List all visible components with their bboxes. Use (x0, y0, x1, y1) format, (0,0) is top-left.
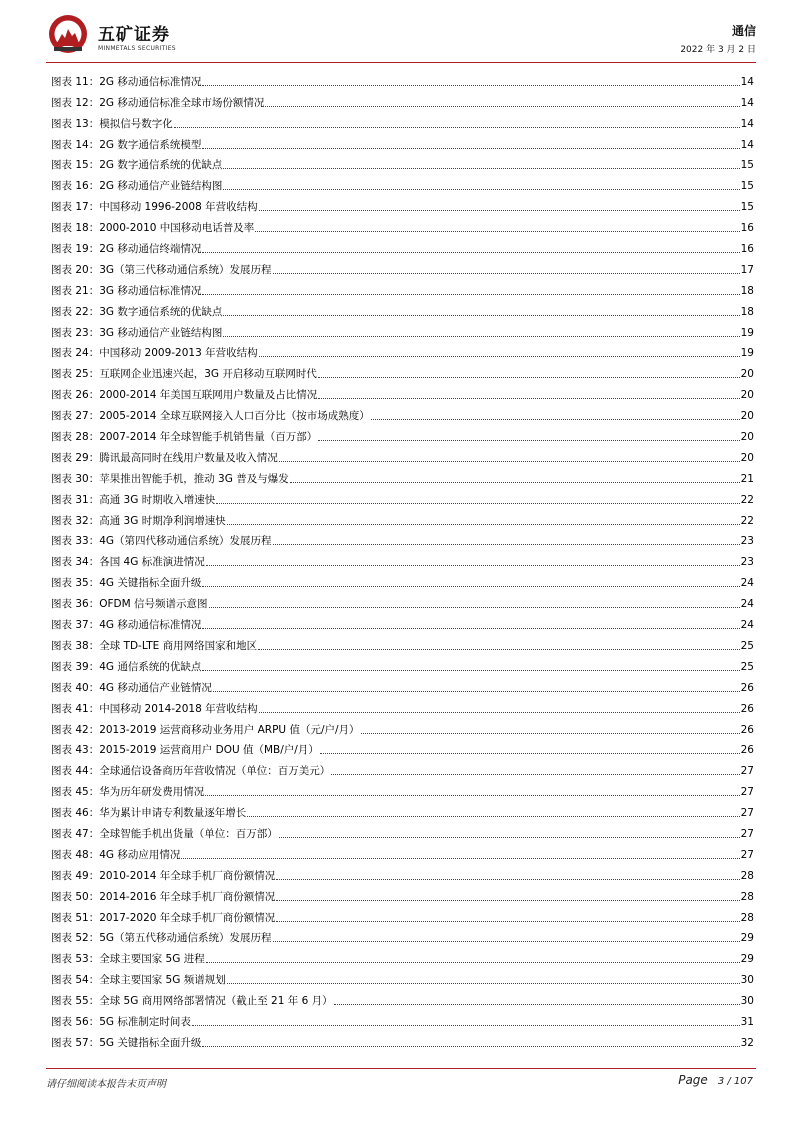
toc-entry[interactable] (51, 319, 754, 340)
toc-entry-page: 25 (740, 639, 754, 652)
toc-dot-leader (206, 961, 740, 963)
toc-entry[interactable] (51, 632, 754, 653)
toc-entry-title: 图表 37：4G 移动通信标准情况 (51, 619, 202, 632)
toc-entry[interactable] (51, 235, 754, 256)
toc-dot-leader (331, 773, 739, 775)
toc-entry[interactable] (51, 841, 754, 862)
toc-entry[interactable] (51, 381, 754, 402)
toc-entry-page: 19 (740, 347, 754, 360)
toc-entry-title: 图表 11：2G 移动通信标准情况 (51, 75, 202, 88)
toc-entry-page: 27 (740, 786, 754, 799)
toc-entry-title: 图表 36：OFDM 信号频谱示意图 (51, 598, 208, 611)
toc-dot-leader (247, 815, 739, 817)
toc-entry-title: 图表 30：苹果推出智能手机，推动 3G 普及与爆发 (51, 472, 289, 485)
toc-entry[interactable] (51, 904, 754, 925)
toc-entry[interactable] (51, 465, 754, 486)
toc-entry-page: 27 (740, 765, 754, 778)
toc-entry-page: 31 (740, 1015, 754, 1028)
toc-entry-page: 30 (740, 974, 754, 987)
toc-dot-leader (202, 84, 739, 86)
toc-dot-leader (320, 752, 740, 754)
toc-entry-page: 26 (740, 744, 754, 757)
toc-entry-title: 图表 24：中国移动 2009-2013 年营收结构 (51, 347, 258, 360)
toc-entry[interactable] (51, 340, 754, 361)
toc-entry-title: 图表 27：2005-2014 全球互联网接入人口百分比（按市场成熟度） (51, 410, 370, 423)
toc-entry-page: 27 (740, 848, 754, 861)
toc-entry[interactable] (51, 820, 754, 841)
header-divider (46, 62, 756, 63)
toc-dot-leader (223, 335, 739, 337)
toc-dot-leader (334, 1003, 740, 1005)
toc-entry-page: 30 (740, 995, 754, 1008)
toc-entry[interactable] (51, 737, 754, 758)
toc-entry-title: 图表 43：2015-2019 运营商用户 DOU 值（MB/户/月） (51, 744, 319, 757)
toc-dot-leader (318, 376, 740, 378)
toc-entry-title: 图表 20：3G（第三代移动通信系统）发展历程 (51, 263, 272, 276)
toc-dot-leader (202, 1045, 739, 1047)
toc-dot-leader (202, 293, 739, 295)
page-indicator (678, 1073, 753, 1087)
toc-dot-leader (258, 648, 740, 650)
toc-entry-page: 22 (740, 514, 754, 527)
toc-dot-leader (361, 732, 740, 734)
toc-entry-page: 14 (740, 96, 754, 109)
toc-entry[interactable] (51, 569, 754, 590)
toc-dot-leader (223, 188, 739, 190)
toc-entry-title: 图表 45：华为历年研发费用情况 (51, 786, 205, 799)
toc-entry-page: 19 (740, 326, 754, 339)
toc-entry-title: 图表 22：3G 数字通信系统的优缺点 (51, 305, 223, 318)
toc-entry-title: 图表 34：各国 4G 标准演进情况 (51, 556, 205, 569)
toc-dot-leader (202, 669, 739, 671)
toc-dot-leader (174, 126, 740, 128)
toc-entry-title: 图表 35：4G 关键指标全面升级 (51, 577, 202, 590)
toc-dot-leader (192, 1024, 740, 1026)
toc-entry-page: 26 (740, 681, 754, 694)
toc-entry-title: 图表 23：3G 移动通信产业链结构图 (51, 326, 223, 339)
toc-dot-leader (273, 543, 740, 545)
toc-entry-title: 图表 50：2014-2016 年全球手机厂商份额情况 (51, 890, 276, 903)
toc-dot-leader (279, 836, 740, 838)
toc-dot-leader (318, 439, 739, 441)
toc-dot-leader (181, 857, 739, 859)
brand-name: 五矿证券 (98, 25, 170, 45)
toc-entry-title: 图表 47：全球智能手机出货量（单位：百万部） (51, 827, 278, 840)
toc-entry-page: 17 (740, 263, 754, 276)
toc-entry-page: 20 (740, 368, 754, 381)
toc-dot-leader (276, 920, 739, 922)
toc-entry-page: 20 (740, 431, 754, 444)
toc-entry[interactable] (51, 674, 754, 695)
toc-dot-leader (223, 167, 739, 169)
toc-entry-page: 14 (740, 138, 754, 151)
page-header (46, 14, 756, 60)
toc-entry-title: 图表 18：2000-2010 中国移动电话普及率 (51, 222, 255, 235)
toc-entry[interactable] (51, 611, 754, 632)
toc-entry-title: 图表 19：2G 移动通信终端情况 (51, 243, 202, 256)
toc-entry-page: 21 (740, 472, 754, 485)
toc-entry[interactable] (51, 444, 754, 465)
toc-dot-leader (279, 460, 740, 462)
toc-entry-title: 图表 57：5G 关键指标全面升级 (51, 1036, 202, 1049)
toc-entry-title: 图表 21：3G 移动通信标准情况 (51, 284, 202, 297)
toc-dot-leader (205, 794, 739, 796)
toc-entry-page: 15 (740, 159, 754, 172)
toc-dot-leader (290, 481, 740, 483)
toc-dot-leader (259, 711, 740, 713)
toc-entry-title: 图表 44：全球通信设备商历年营收情况（单位：百万美元） (51, 765, 331, 778)
figure-index (51, 68, 754, 1050)
minmetals-logo-icon (46, 14, 90, 54)
toc-entry-page: 32 (740, 1036, 754, 1049)
toc-dot-leader (276, 878, 739, 880)
toc-entry[interactable] (51, 172, 754, 193)
toc-entry[interactable] (51, 152, 754, 173)
toc-entry-title: 图表 32：高通 3G 时期净利润增速快 (51, 514, 226, 527)
toc-entry-page: 29 (740, 932, 754, 945)
toc-dot-leader (202, 627, 739, 629)
toc-entry-title: 图表 17：中国移动 1996-2008 年营收结构 (51, 201, 258, 214)
toc-entry[interactable] (51, 695, 754, 716)
toc-entry-page: 28 (740, 890, 754, 903)
toc-entry-title: 图表 25：互联网企业迅速兴起，3G 开启移动互联网时代 (51, 368, 317, 381)
toc-dot-leader (265, 105, 739, 107)
toc-entry-page: 27 (740, 827, 754, 840)
toc-dot-leader (255, 230, 739, 232)
toc-entry-title: 图表 38：全球 TD-LTE 商用网络国家和地区 (51, 639, 258, 652)
toc-entry-title: 图表 29：腾讯最高同时在线用户数量及收入情况 (51, 451, 278, 464)
brand-name-english: MINMETALS SECURITIES (98, 45, 176, 52)
toc-entry-page: 26 (740, 723, 754, 736)
toc-entry-title: 图表 53：全球主要国家 5G 进程 (51, 953, 205, 966)
toc-dot-leader (259, 355, 740, 357)
toc-entry-title: 图表 14：2G 数字通信系统模型 (51, 138, 202, 151)
toc-entry[interactable] (51, 423, 754, 444)
toc-dot-leader (223, 314, 739, 316)
toc-dot-leader (209, 606, 740, 608)
toc-entry[interactable] (51, 1029, 754, 1050)
toc-entry-page: 22 (740, 493, 754, 506)
toc-entry[interactable] (51, 507, 754, 528)
toc-entry[interactable] (51, 548, 754, 569)
toc-entry[interactable] (51, 360, 754, 381)
toc-entry[interactable] (51, 945, 754, 966)
toc-dot-leader (213, 690, 740, 692)
toc-entry-title: 图表 56：5G 标准制定时间表 (51, 1015, 191, 1028)
toc-entry-page: 25 (740, 660, 754, 673)
toc-entry[interactable] (51, 110, 754, 131)
toc-entry-page: 24 (740, 619, 754, 632)
toc-dot-leader (216, 502, 739, 504)
toc-entry[interactable] (51, 486, 754, 507)
toc-dot-leader (276, 899, 739, 901)
toc-entry-page: 23 (740, 535, 754, 548)
toc-entry-page: 15 (740, 180, 754, 193)
toc-entry[interactable] (51, 987, 754, 1008)
toc-entry[interactable] (51, 277, 754, 298)
toc-entry[interactable] (51, 799, 754, 820)
toc-entry[interactable] (51, 757, 754, 778)
toc-entry[interactable] (51, 528, 754, 549)
toc-entry-page: 24 (740, 598, 754, 611)
toc-entry-title: 图表 42：2013-2019 运营商移动业务用户 ARPU 值（元/户/月） (51, 723, 360, 736)
toc-dot-leader (202, 251, 739, 253)
toc-dot-leader (273, 940, 740, 942)
toc-entry[interactable] (51, 778, 754, 799)
toc-entry-title: 图表 54：全球主要国家 5G 频谱规划 (51, 974, 226, 987)
toc-entry-page: 20 (740, 410, 754, 423)
toc-entry-title: 图表 48：4G 移动应用情况 (51, 848, 181, 861)
toc-entry-title: 图表 41：中国移动 2014-2018 年营收结构 (51, 702, 258, 715)
toc-entry[interactable] (51, 653, 754, 674)
toc-entry-title: 图表 46：华为累计申请专利数量逐年增长 (51, 807, 247, 820)
toc-entry-title: 图表 51：2017-2020 年全球手机厂商份额情况 (51, 911, 276, 924)
toc-dot-leader (259, 209, 740, 211)
toc-dot-leader (206, 564, 740, 566)
toc-entry-title: 图表 49：2010-2014 年全球手机厂商份额情况 (51, 869, 276, 882)
toc-entry-title: 图表 16：2G 移动通信产业链结构图 (51, 180, 223, 193)
toc-entry-page: 20 (740, 389, 754, 402)
toc-entry-page: 28 (740, 911, 754, 924)
toc-entry-title: 图表 40：4G 移动通信产业链情况 (51, 681, 212, 694)
toc-entry-title: 图表 52：5G（第五代移动通信系统）发展历程 (51, 932, 272, 945)
toc-entry-page: 24 (740, 577, 754, 590)
toc-entry-title: 图表 15：2G 数字通信系统的优缺点 (51, 159, 223, 172)
page-label: Page (678, 1073, 708, 1087)
toc-entry-title: 图表 28：2007-2014 年全球智能手机销售量（百万部） (51, 431, 318, 444)
toc-entry[interactable] (51, 883, 754, 904)
toc-dot-leader (371, 418, 740, 420)
toc-entry[interactable] (51, 214, 754, 235)
toc-entry[interactable] (51, 402, 754, 423)
toc-entry-page: 20 (740, 451, 754, 464)
toc-entry[interactable] (51, 193, 754, 214)
toc-dot-leader (273, 272, 740, 274)
toc-entry-page: 29 (740, 953, 754, 966)
page-number: 3 / 107 (717, 1076, 753, 1087)
toc-entry[interactable] (51, 716, 754, 737)
toc-entry[interactable] (51, 1008, 754, 1029)
toc-entry-title: 图表 26：2000-2014 年美国互联网用户数量及占比情况 (51, 389, 318, 402)
disclaimer-note: 请仔细阅读本报告末页声明 (46, 1079, 166, 1090)
report-sector: 通信 (731, 24, 756, 38)
toc-entry[interactable] (51, 298, 754, 319)
toc-entry-page: 23 (740, 556, 754, 569)
report-date: 2022 年 3 月 2 日 (680, 45, 756, 55)
toc-entry[interactable] (51, 590, 754, 611)
toc-dot-leader (202, 585, 739, 587)
toc-entry-title: 图表 13：模拟信号数字化 (51, 117, 173, 130)
toc-entry[interactable] (51, 862, 754, 883)
toc-entry-page: 14 (740, 75, 754, 88)
toc-entry-page: 14 (740, 117, 754, 130)
toc-entry-page: 15 (740, 201, 754, 214)
toc-entry[interactable] (51, 925, 754, 946)
toc-entry-page: 27 (740, 807, 754, 820)
toc-entry-title: 图表 55：全球 5G 商用网络部署情况（截止至 21 年 6 月） (51, 995, 333, 1008)
toc-entry[interactable] (51, 131, 754, 152)
toc-entry-title: 图表 31：高通 3G 时期收入增速快 (51, 493, 216, 506)
toc-entry-page: 18 (740, 284, 754, 297)
toc-dot-leader (202, 147, 739, 149)
toc-entry[interactable] (51, 966, 754, 987)
toc-entry[interactable] (51, 89, 754, 110)
toc-entry-page: 26 (740, 702, 754, 715)
toc-entry[interactable] (51, 68, 754, 89)
toc-entry-title: 图表 33：4G（第四代移动通信系统）发展历程 (51, 535, 272, 548)
toc-entry-page: 18 (740, 305, 754, 318)
toc-entry[interactable] (51, 256, 754, 277)
toc-entry-page: 16 (740, 243, 754, 256)
toc-entry-page: 16 (740, 222, 754, 235)
toc-entry-page: 28 (740, 869, 754, 882)
toc-dot-leader (318, 397, 739, 399)
toc-entry-title: 图表 39：4G 通信系统的优缺点 (51, 660, 202, 673)
toc-dot-leader (227, 982, 740, 984)
footer-divider (46, 1068, 756, 1069)
toc-dot-leader (227, 523, 740, 525)
toc-entry-title: 图表 12：2G 移动通信标准全球市场份额情况 (51, 96, 265, 109)
